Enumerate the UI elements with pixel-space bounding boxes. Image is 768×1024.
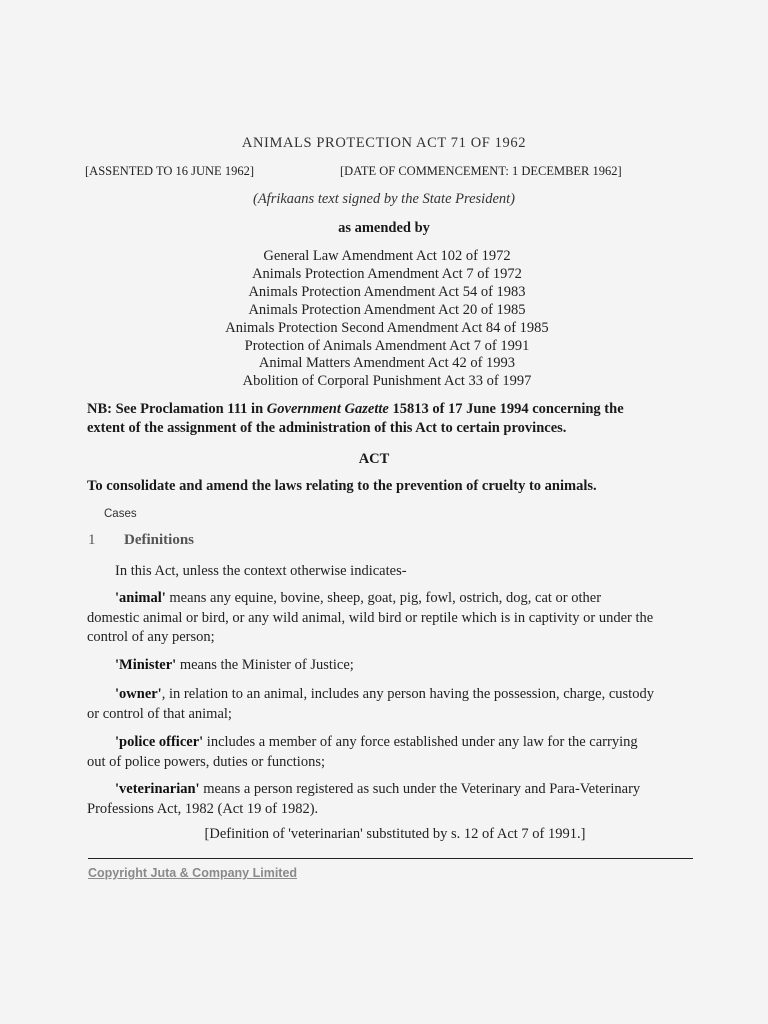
cases-link[interactable]: Cases	[104, 508, 137, 520]
assent-date: [ASSENTED TO 16 JUNE 1962]	[85, 164, 254, 178]
amended-by-heading: as amended by	[338, 220, 430, 236]
section-intro-text: In this Act, unless the context otherwise indicates-	[115, 563, 407, 579]
definition-police-officer	[87, 733, 693, 772]
section-intro	[87, 562, 693, 582]
commencement-date: [DATE OF COMMENCEMENT: 1 DECEMBER 1962]	[340, 164, 622, 178]
definition-animal	[87, 589, 693, 648]
nb-gazette: Government Gazette	[266, 401, 389, 417]
amendment-item: Animals Protection Amendment Act 20 of 1985	[248, 301, 526, 318]
definition-veterinarian	[87, 780, 693, 819]
section-title: Definitions	[124, 532, 195, 548]
definition-text: domestic animal or bird, or any wild animal, wild bird or reptile which is in captivity or under the	[87, 609, 654, 626]
section-number: 1	[88, 532, 96, 548]
amendment-item: Animal Matters Amendment Act 42 of 1993	[258, 355, 516, 372]
definition-text: means a person registered as such under the Veterinary and Para-Veterinary	[199, 781, 641, 797]
footer-divider	[88, 858, 693, 859]
definition-text: means the Minister of Justice;	[176, 657, 354, 673]
definition-minister	[87, 656, 693, 676]
nb-prefix: NB: See Proclamation 111 in	[87, 401, 267, 417]
definition-text: , in relation to an animal, includes any person having the possession, charge, custody	[161, 686, 654, 702]
nb-line2: extent of the assignment of the administration of this Act to certain provinces.	[87, 420, 567, 436]
amendment-item: Animals Protection Second Amendment Act 84 of 1985	[225, 319, 549, 336]
amendments-list	[0, 248, 768, 391]
definition-term: 'animal'	[115, 590, 166, 606]
nb-note	[87, 400, 687, 438]
amendment-item: Abolition of Corporal Punishment Act 33 of 1997	[242, 373, 532, 390]
nb-line1-rest: 15813 of 17 June 1994 concerning the	[388, 401, 624, 417]
substitution-note: [Definition of 'veterinarian' substituted by s. 12 of Act 7 of 1991.]	[204, 826, 586, 842]
amendment-item: Animals Protection Amendment Act 7 of 1972	[252, 265, 522, 282]
act-title: ANIMALS PROTECTION ACT 71 OF 1962	[241, 135, 527, 151]
amendment-item: Protection of Animals Amendment Act 7 of 1991	[244, 337, 530, 354]
preamble: To consolidate and amend the laws relating to the prevention of cruelty to animals.	[87, 478, 597, 494]
definition-text: includes a member of any force established under any law for the carrying	[203, 734, 638, 750]
amendment-item: Animals Protection Amendment Act 54 of 1983	[248, 283, 526, 300]
definition-term: 'police officer'	[115, 734, 204, 750]
definition-text: means any equine, bovine, sheep, goat, pig, fowl, ostrich, dog, cat or other	[165, 590, 602, 606]
definition-text: out of police powers, duties or functions;	[87, 753, 325, 770]
definition-owner	[87, 685, 693, 724]
afrikaans-note: (Afrikaans text signed by the State President)	[252, 191, 515, 207]
copyright-notice: Copyright Juta & Company Limited	[88, 866, 298, 880]
definition-text: or control of that animal;	[87, 705, 232, 722]
definition-term: 'Minister'	[115, 657, 177, 673]
definition-term: 'veterinarian'	[115, 781, 200, 797]
definition-text: Professions Act, 1982 (Act 19 of 1982).	[87, 800, 319, 817]
act-heading: ACT	[358, 451, 390, 467]
definition-text: control of any person;	[87, 629, 215, 645]
definition-term: 'owner'	[115, 686, 162, 702]
amendment-item: General Law Amendment Act 102 of 1972	[263, 248, 511, 264]
